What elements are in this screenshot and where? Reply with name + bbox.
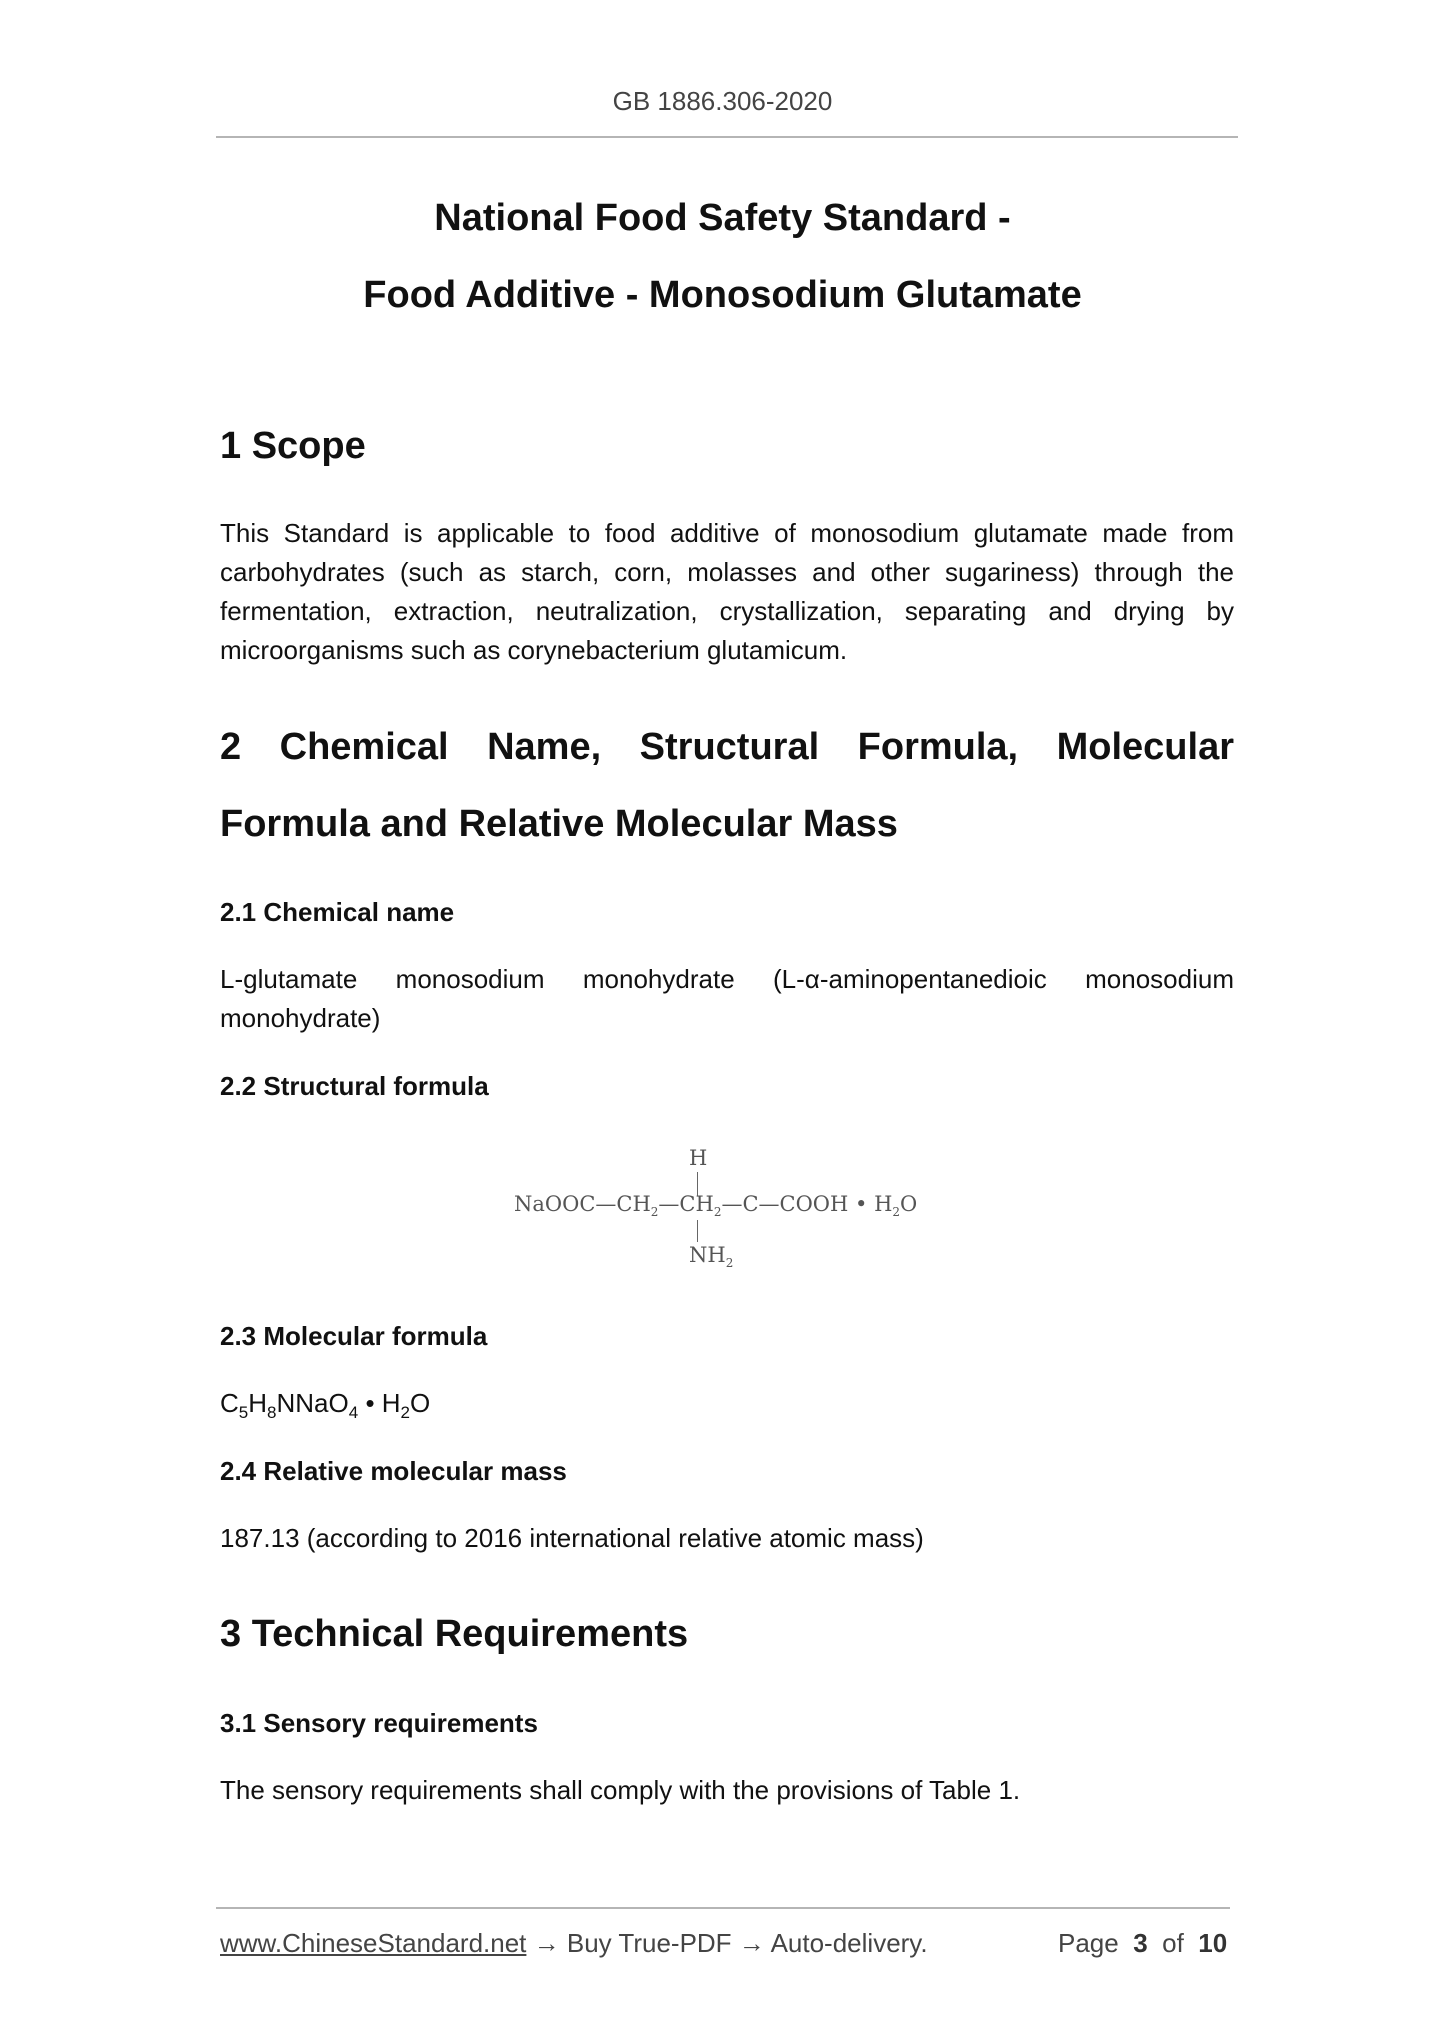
page-number: Page 3 of 10 — [1058, 1928, 1228, 1958]
section-1-body: This Standard is applicable to food additive of monosodium glutamate made from carbohydrates (such as starch, corn, molasses and other sugariness) through the fermentation, extraction, neutralization, crystallization, separating and drying by microorganisms such as corynebacterium glutamicum. — [220, 518, 1234, 665]
molecular-formula: $C_5H_8NNaO_4$ • $H_2O$ — [220, 1388, 431, 1423]
document-title-line-1: National Food Safety Standard - — [434, 197, 1011, 239]
structural-formula-main-chain: $NaOOC—CH_2—CH_2—C—COOH$ • $H_2O$ — [514, 1192, 918, 1220]
header-divider — [216, 136, 1238, 138]
subsection-3-1-heading: 3.1 Sensory requirements — [220, 1708, 538, 1738]
section-2-heading-line-1: 2 Chemical Name, Structural Formula, Molecular — [220, 726, 1234, 768]
formula-bottom-bond — [697, 1220, 698, 1242]
section-1-heading: 1 Scope — [220, 425, 366, 467]
document-code: GB 1886.306-2020 — [612, 86, 833, 116]
formula-bottom-atom: $NH_2$ — [689, 1243, 734, 1271]
relative-molecular-mass: 187.13 (according to 2016 international relative atomic mass) — [220, 1523, 924, 1553]
current-page: 3 — [1133, 1928, 1148, 1958]
document-title-line-2: Food Additive - Monosodium Glutamate — [363, 274, 1082, 316]
website-link[interactable]: www.ChineseStandard.net — [220, 1928, 527, 1958]
footer-divider — [216, 1907, 1230, 1909]
subsection-2-1-heading: 2.1 Chemical name — [220, 897, 455, 927]
footer-promo — [220, 1928, 928, 1959]
footer-promo-text: → Buy True-PDF → Auto-delivery. — [526, 1928, 928, 1958]
sensory-requirements-text: The sensory requirements shall comply with the provisions of Table 1. — [220, 1775, 1021, 1805]
chemical-name-line-2: monohydrate) — [220, 1003, 381, 1033]
section-3-heading: 3 Technical Requirements — [220, 1613, 689, 1655]
formula-top-atom: H — [689, 1146, 708, 1170]
section-2-heading-line-2: Formula and Relative Molecular Mass — [220, 803, 898, 845]
subsection-2-4-heading: 2.4 Relative molecular mass — [220, 1456, 567, 1486]
subsection-2-2-heading: 2.2 Structural formula — [220, 1071, 489, 1101]
subsection-2-3-heading: 2.3 Molecular formula — [220, 1321, 488, 1351]
chemical-name-line-1: L-glutamate monosodium monohydrate (L-α-aminopentanedioic monosodium — [220, 964, 1234, 994]
total-pages: 10 — [1198, 1928, 1228, 1958]
